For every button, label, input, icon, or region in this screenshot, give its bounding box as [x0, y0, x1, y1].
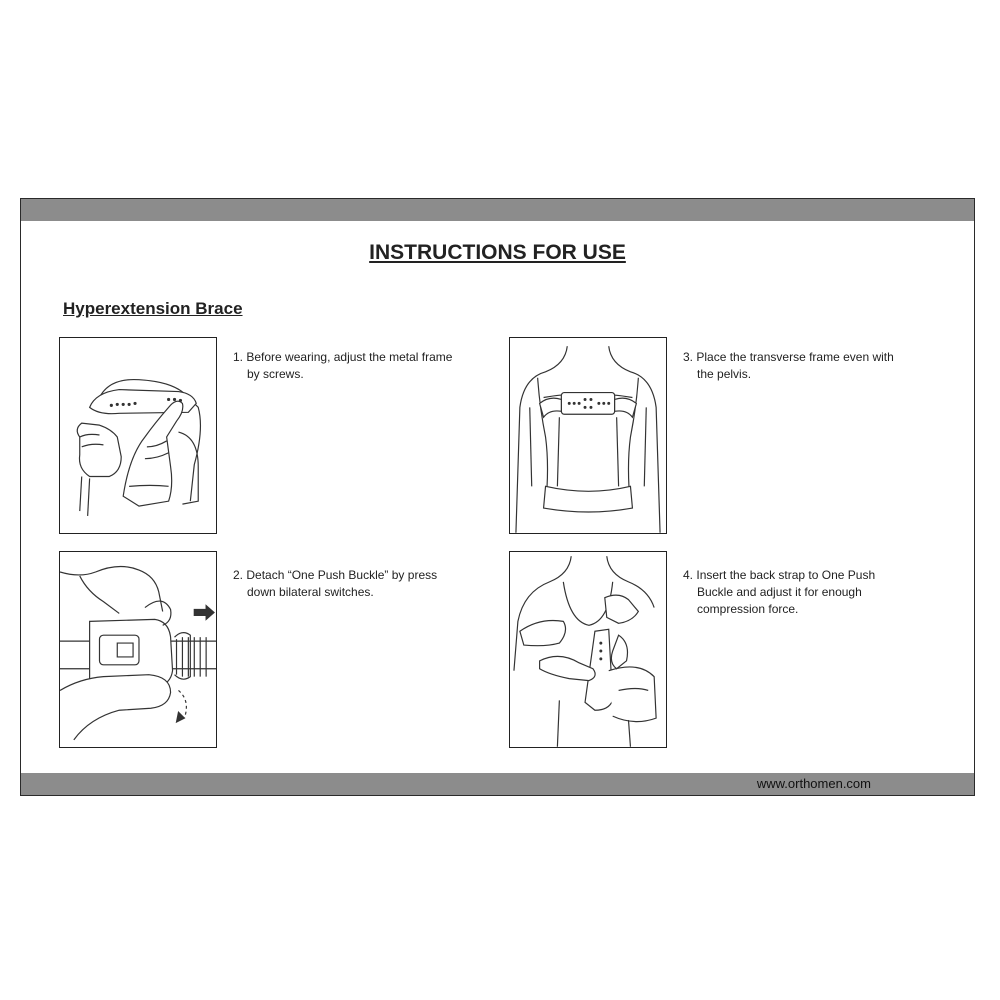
step-4-text	[683, 567, 921, 618]
step-number: 2.	[233, 568, 244, 582]
step-2-text	[233, 567, 471, 601]
bottom-band	[21, 773, 974, 795]
hand-pressing-buckle-illustration	[59, 551, 217, 748]
section-title: Hyperextension Brace	[63, 299, 243, 318]
step-text: Buckle and adjust it for enough	[697, 585, 862, 599]
website-link[interactable]: www.orthomen.com	[756, 776, 871, 791]
top-band	[21, 199, 974, 221]
step-3-text	[683, 349, 921, 383]
brace-on-torso-back-view-illustration	[509, 337, 667, 534]
step-number: 3.	[683, 350, 694, 364]
page-title: INSTRUCTIONS FOR USE	[369, 241, 626, 264]
step-text: compression force.	[697, 602, 799, 616]
step-text: Insert the back strap to One Push	[696, 568, 876, 582]
instructions-card	[20, 198, 975, 796]
hands-adjusting-frame-screws-illustration	[59, 337, 217, 534]
step-1-text	[233, 349, 471, 383]
strapping-brace-on-torso-illustration	[509, 551, 667, 748]
step-text: by screws.	[247, 367, 304, 381]
step-text: Detach “One Push Buckle” by press	[246, 568, 438, 582]
step-number: 4.	[683, 568, 694, 582]
step-text: Before wearing, adjust the metal frame	[246, 350, 453, 364]
step-text: Place the transverse frame even with	[696, 350, 894, 364]
step-text: the pelvis.	[697, 367, 752, 381]
step-text: down bilateral switches.	[247, 585, 374, 599]
step-number: 1.	[233, 350, 244, 364]
